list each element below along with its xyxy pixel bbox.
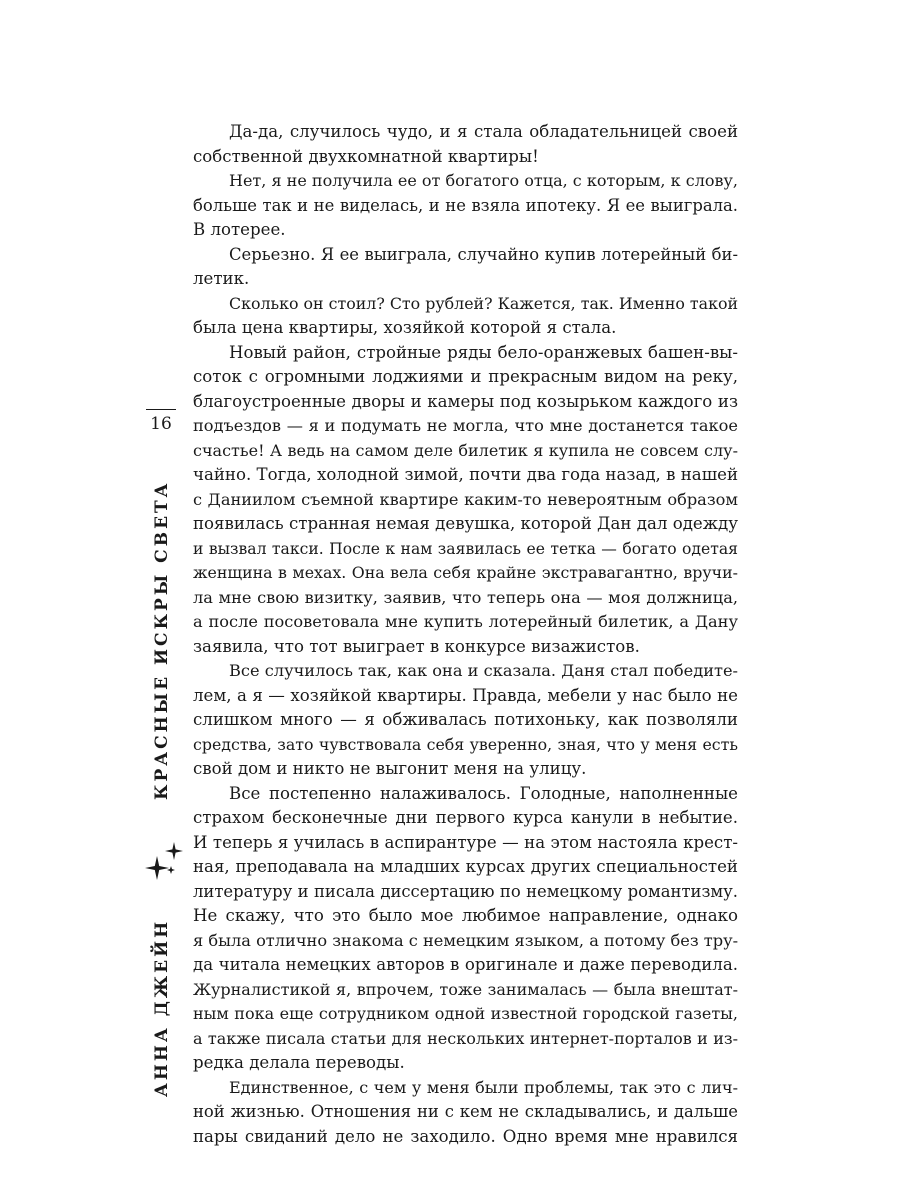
text-line: была цена квартиры, хозяйкой которой я стала. bbox=[193, 318, 617, 337]
body-text bbox=[193, 120, 738, 1149]
text-line: подъездов — я и подумать не могла, что мне достанется такое bbox=[193, 416, 738, 435]
text-line: страхом бесконечные дни первого курса канули в небытие. bbox=[193, 808, 738, 827]
text-line: ная, преподавала на младших курсах других специальностей bbox=[193, 857, 738, 876]
text-line: Сколько он стоил? Сто рублей? Кажется, так. Именно такой bbox=[229, 293, 738, 313]
text-line: В лотерее. bbox=[193, 220, 286, 239]
text-line: Серьезно. Я ее выиграла, случайно купив лотерейный би- bbox=[229, 244, 738, 264]
text-line: заявила, что тот выиграет в конкурсе визажистов. bbox=[193, 636, 640, 656]
text-line: чайно. Тогда, холодной зимой, почти два года назад, в нашей bbox=[193, 465, 738, 484]
text-line: а после посоветовала мне купить лотерейный билетик, а Дану bbox=[193, 612, 738, 631]
text-line: пары свиданий дело не заходило. Одно время мне нравился bbox=[193, 1126, 738, 1146]
text-line: Нет, я не получила ее от богатого отца, с которым, к слову, bbox=[229, 171, 738, 190]
book-title: КРАСНЫЕ ИСКРЫ СВЕТА bbox=[152, 480, 172, 800]
text-line: И теперь я училась в аспирантуре — на этом настояла крест- bbox=[193, 832, 738, 852]
page-number: 16 bbox=[146, 409, 176, 434]
text-line: с Даниилом съемной квартире каким-то невероятным образом bbox=[193, 489, 738, 509]
text-line: женщина в мехах. Она вела себя крайне экстравагантно, вручи- bbox=[193, 563, 738, 582]
text-line: благоустроенные дворы и камеры под козырьком каждого из bbox=[193, 391, 738, 411]
text-line: собственной двухкомнатной квартиры! bbox=[193, 146, 539, 166]
text-line: больше так и не виделась, и не взяла ипотеку. Я ее выиграла. bbox=[193, 195, 738, 215]
text-line: ной жизнью. Отношения ни с кем не складывались, и дальше bbox=[193, 1102, 738, 1121]
text-line: и вызвал такси. После к нам заявилась ее тетка — богато одетая bbox=[193, 539, 738, 558]
text-line: Все постепенно налаживалось. Голодные, наполненные bbox=[229, 783, 738, 803]
text-line: счастье! А ведь на самом деле билетик я купила не совсем слу- bbox=[193, 440, 738, 460]
text-line: ным пока еще сотрудником одной известной городской газеты, bbox=[193, 1004, 738, 1023]
text-line: ла мне свою визитку, заявив, что теперь она — моя должница, bbox=[193, 587, 738, 607]
text-line: средства, зато чувствовала себя уверенно, зная, что у меня есть bbox=[193, 734, 738, 754]
text-line: Журналистикой я, впрочем, тоже занималась — была внештат- bbox=[193, 979, 738, 999]
text-line: Все случилось так, как она и сказала. Даня стал победите- bbox=[229, 661, 738, 680]
text-line: я была отлично знакома с немецким языком, а потому без тру- bbox=[193, 930, 739, 950]
text-line: Единственное, с чем у меня были проблемы, так это с лич- bbox=[229, 1077, 738, 1097]
text-line: литературу и писала диссертацию по немецкому романтизму. bbox=[193, 881, 738, 901]
text-line: свой дом и никто не выгонит меня на улицу. bbox=[193, 759, 587, 778]
text-line: Не скажу, что это было мое любимое направление, однако bbox=[193, 906, 738, 925]
text-line: лем, а я — хозяйкой квартиры. Правда, мебели у нас было не bbox=[193, 685, 738, 705]
text-line: слишком много — я обживалась потихоньку, как позволяли bbox=[193, 710, 738, 729]
text-line: редка делала переводы. bbox=[193, 1053, 405, 1072]
author-name: АННА ДЖЕЙН bbox=[152, 918, 172, 1097]
text-line: да читала немецких авторов в оригинале и даже переводила. bbox=[193, 955, 738, 974]
text-line: соток с огромными лоджиями и прекрасным видом на реку, bbox=[193, 367, 738, 386]
text-line: летик. bbox=[193, 269, 250, 288]
text-line: появилась странная немая девушка, которой Дан дал одежду bbox=[193, 514, 738, 533]
text-line: а также писала статьи для нескольких интернет-порталов и из- bbox=[193, 1028, 738, 1048]
sparkles-icon bbox=[145, 838, 185, 884]
text-line: Новый район, стройные ряды бело-оранжевых башен-вы- bbox=[229, 342, 738, 362]
text-line: Да-да, случилось чудо, и я стала обладательницей своей bbox=[229, 122, 738, 141]
